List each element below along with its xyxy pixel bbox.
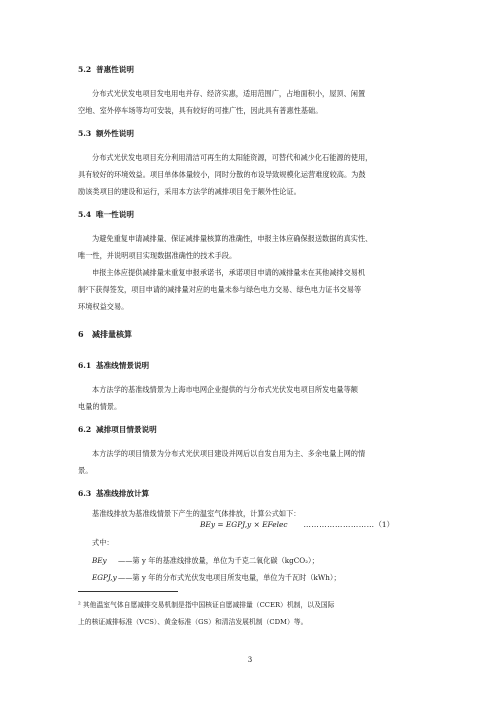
definition-symbol: EGPJ,y xyxy=(92,573,117,582)
paragraph-line: 本方法学的项目情景为分布式光伏项目建设并网后以自发自用为主、多余电量上网的情 xyxy=(92,449,366,458)
chapter-title: 减排量核算 xyxy=(92,329,132,339)
paragraph-line: 本方法学的基准线情景为上海市电网企业提供的与分布式光伏发电项目所发电量等额 xyxy=(92,385,358,394)
footnote xyxy=(78,597,424,631)
section-heading-6-3 xyxy=(78,488,149,499)
section-title: 普惠性说明 xyxy=(96,65,134,74)
paragraph-5-3 xyxy=(78,149,422,200)
section-heading-5-2 xyxy=(78,64,134,75)
paragraph-line: 电量的情景。 xyxy=(78,402,122,411)
section-title: 额外性说明 xyxy=(96,129,134,138)
section-heading-5-3 xyxy=(78,128,134,139)
paragraph-line: 空地、室外停车场等均可安装，具有较好的可推广性，因此具有普惠性基础。 xyxy=(78,106,323,115)
section-heading-6-1 xyxy=(78,360,149,371)
section-title: 基准线排放计算 xyxy=(96,489,150,498)
definition-symbol: BEy xyxy=(92,556,107,565)
formula-expression: BEy = EGPJ,y × EFelec xyxy=(200,520,288,529)
definition-row xyxy=(92,556,319,566)
section-number: 6.3 xyxy=(78,489,92,498)
definition-text: ——第 y 年的基准线排放量，单位为千克二氧化碳（kgCO₂）； xyxy=(118,556,319,565)
paragraph-line: 制²下获得签发，项目申请的减排量对应的电量未参与绿色电力交易、绿色电力证书交易等 xyxy=(78,285,362,294)
paragraph-line: 景。 xyxy=(78,466,93,475)
section-number: 6.1 xyxy=(78,361,92,370)
definition-text: ——第 y 年的分布式光伏发电项目所发电量，单位为千瓦时（kWh）； xyxy=(118,573,341,582)
footnote-line: 上的核证减排标准（VCS）、黄金标准（GS）和清洁发展机制（CDM）等。 xyxy=(78,618,308,626)
chapter-heading-6 xyxy=(78,329,132,340)
where-label: 式中： xyxy=(92,538,114,547)
section-title: 基准线情景说明 xyxy=(96,361,150,370)
formula-number: （1） xyxy=(374,520,394,529)
paragraph-line: 申报主体应提供减排量未重复申报承诺书，承诺项目申请的减排量未在其他减排交易机 xyxy=(92,268,366,277)
section-number: 5.4 xyxy=(78,210,92,219)
section-number: 6.2 xyxy=(78,425,92,434)
section-title: 唯一性说明 xyxy=(96,210,134,219)
formula-1 xyxy=(200,519,394,530)
paragraph-5-4-a xyxy=(78,230,422,264)
section-title: 减排项目情景说明 xyxy=(96,425,157,434)
section-heading-6-2 xyxy=(78,424,157,435)
paragraph-line: 为避免重复申请减排量、保证减排量核算的准确性，申报主体应确保报送数据的真实性、 xyxy=(92,234,373,243)
page-number: 3 xyxy=(247,656,253,664)
paragraph-5-2 xyxy=(78,85,422,119)
paragraph-line: 基准线排放为基准线情景下产生的温室气体排放，计算公式如下： xyxy=(92,509,301,518)
paragraph-line: 励该类项目的建设和运行，采用本方法学的减排项目免于额外性论证。 xyxy=(78,187,301,196)
paragraph-6-1 xyxy=(78,381,422,415)
definition-row xyxy=(92,573,341,583)
paragraph-line: 具有较好的环境效益。项目单体体量较小，同时分散的布设导致规模化运营难度较高。为鼓 xyxy=(78,170,366,179)
paragraph-line: 分布式光伏发电项目充分利用清洁可再生的太阳能资源，可替代和减少化石能源的使用， xyxy=(92,153,373,162)
paragraph-line: 唯一性，并说明项目实现数据准确性的技术手段。 xyxy=(78,251,237,260)
formula-leader-dots: ……………………… xyxy=(303,520,375,529)
paragraph-line: 分布式光伏发电项目发电用电并存、经济实惠，适用范围广，占地面积小，屋顶、闲置 xyxy=(92,89,366,98)
section-number: 5.3 xyxy=(78,129,92,138)
chapter-number: 6 xyxy=(78,329,84,339)
footnote-line: ² 其他温室气体自愿减排交易机制是指中国核证自愿减排量（CCER）机制，以及国际 xyxy=(78,601,335,609)
section-heading-5-4 xyxy=(78,209,134,220)
paragraph-5-4-b xyxy=(78,264,422,315)
footnote-separator xyxy=(78,591,178,592)
paragraph-line: 环境权益交易。 xyxy=(78,302,129,311)
paragraph-6-2 xyxy=(78,445,422,479)
section-number: 5.2 xyxy=(78,65,92,74)
